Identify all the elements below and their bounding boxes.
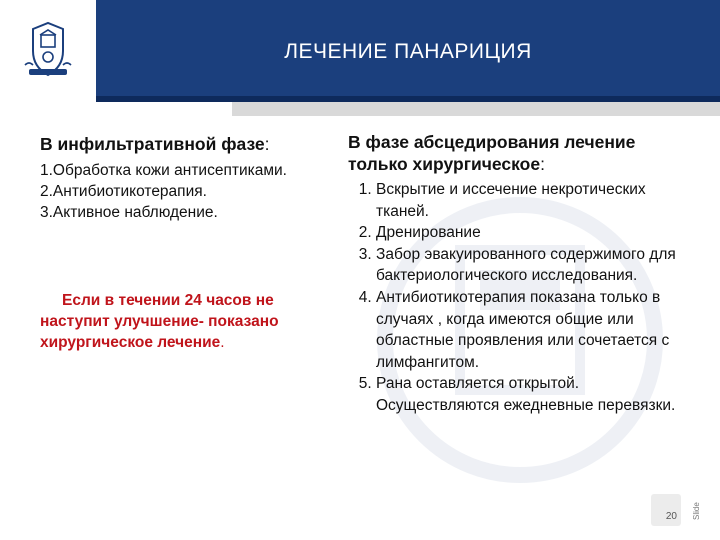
abscess-heading-text: В фазе абсцедирования лечение только хирургическое	[348, 132, 636, 174]
infiltrative-step: 3.Активное наблюдение.	[40, 204, 218, 221]
infiltrative-heading-colon: :	[264, 134, 270, 154]
university-crest-icon	[23, 21, 73, 79]
abscess-heading	[348, 131, 693, 175]
infiltrative-step: 1.Обработка кожи антисептиками.	[40, 162, 287, 179]
abscess-phase-block	[348, 131, 693, 417]
page-number-box	[651, 494, 681, 526]
abscess-step: 2. Дренирование	[376, 222, 693, 244]
abscess-step: 1. Вскрытие и иссечение некротических тканей.	[376, 179, 693, 222]
warning-note	[40, 290, 300, 353]
warning-text: Если в течении 24 часов не наступит улучшение- показано хирургическое лечение	[40, 292, 279, 351]
abscess-heading-colon: :	[540, 154, 545, 174]
infiltrative-heading	[40, 133, 300, 156]
infiltrative-heading-text: В инфильтративной фазе	[40, 134, 265, 154]
abscess-step: 4. Антибиотикотерапия показана только в случаях , когда имеются общие или областные проявления или сочетается с лимфангитом.	[376, 287, 693, 373]
infiltrative-step: 2.Антибиотикотерапия.	[40, 183, 207, 200]
header-divider-strip	[232, 102, 720, 116]
infiltrative-phase-block	[40, 133, 300, 223]
infiltrative-steps	[40, 160, 300, 223]
warning-period: .	[220, 334, 225, 351]
logo	[0, 0, 96, 100]
page-number: 20	[665, 511, 677, 522]
slide-label: Slide	[692, 502, 701, 520]
abscess-step: 3. Забор эвакуированного содержимого для бактериологического исследования.	[376, 244, 693, 287]
abscess-steps	[348, 179, 693, 417]
abscess-step: 5. Рана оставляется открытой. Осуществляются ежедневные перевязки.	[376, 373, 693, 416]
page-title: ЛЕЧЕНИЕ ПАНАРИЦИЯ	[284, 40, 532, 63]
